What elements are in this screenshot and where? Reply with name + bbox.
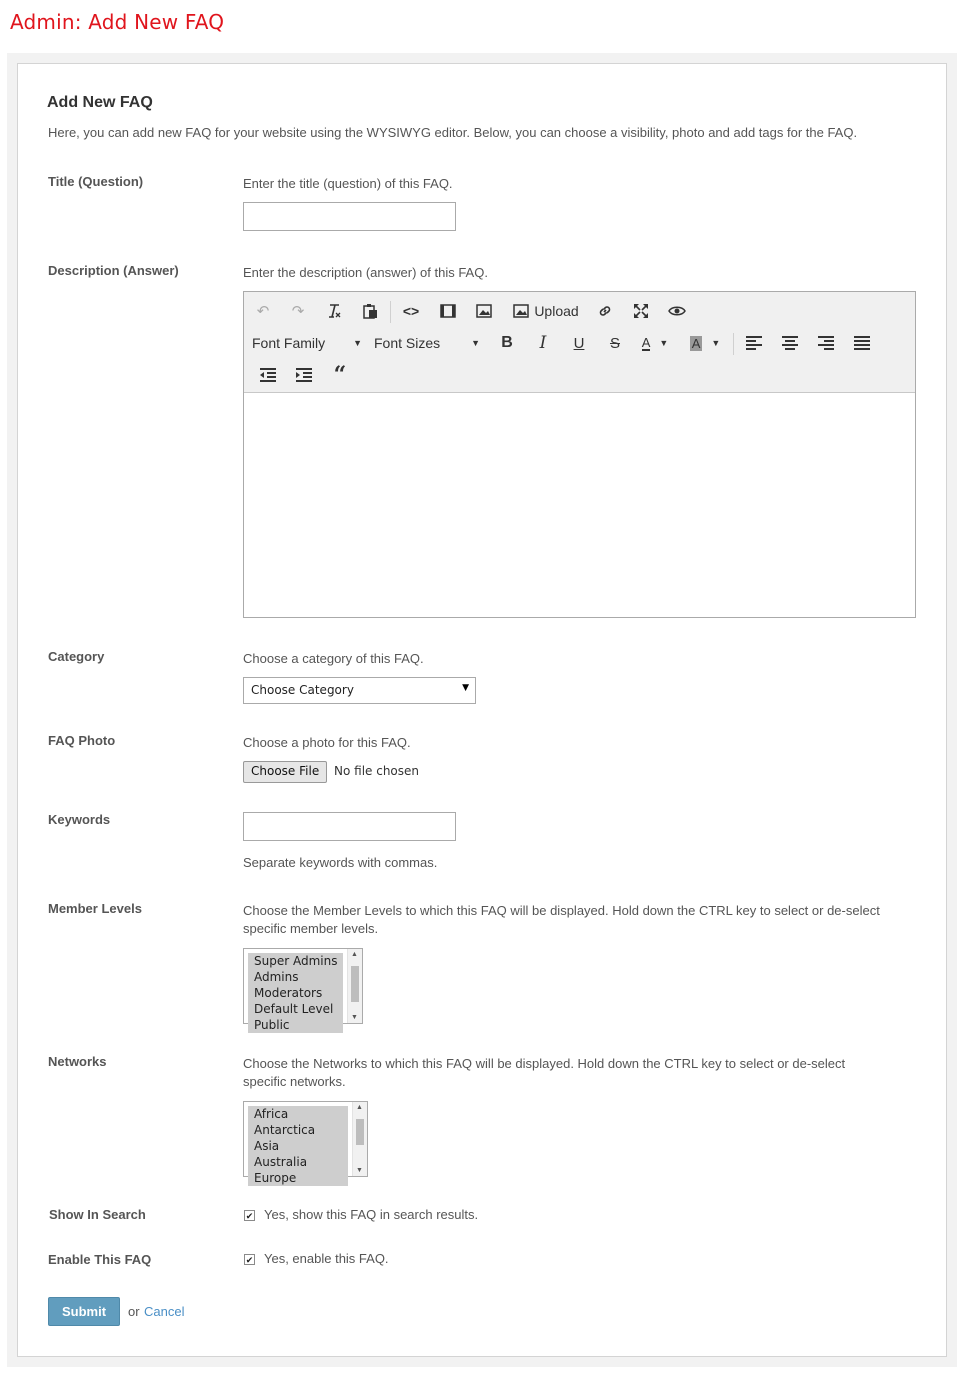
align-right-icon[interactable] <box>812 327 840 359</box>
blockquote-icon[interactable]: “ <box>333 362 347 388</box>
list-item[interactable]: Default Level <box>254 1002 334 1016</box>
networks-label: Networks <box>48 1054 107 1069</box>
member-levels-select[interactable] <box>243 948 363 1032</box>
highlight-icon: A <box>691 335 701 351</box>
align-justify-icon[interactable] <box>848 327 876 359</box>
redo-icon[interactable]: ↷ <box>291 303 305 320</box>
underline-icon[interactable]: U <box>573 334 585 352</box>
title-label: Title (Question) <box>48 174 144 189</box>
list-item[interactable]: Asia <box>254 1139 280 1153</box>
fullscreen-icon[interactable] <box>627 295 655 327</box>
form-heading: Add New FAQ <box>47 94 153 111</box>
choose-file-button[interactable]: Choose File <box>243 761 327 783</box>
keywords-help: Separate keywords with commas. <box>243 855 438 870</box>
align-center-icon[interactable] <box>776 327 804 359</box>
content-wrapper <box>7 53 957 1367</box>
photo-help: Choose a photo for this FAQ. <box>243 735 411 750</box>
scroll-down-icon[interactable]: ▼ <box>356 1167 363 1174</box>
font-sizes-dropdown[interactable] <box>374 327 482 359</box>
chevron-down-icon: ▼ <box>659 338 669 348</box>
list-item[interactable]: Moderators <box>254 986 323 1000</box>
code-icon[interactable]: <> <box>402 303 420 319</box>
faq-form <box>17 63 947 1357</box>
title-help: Enter the title (question) of this FAQ. <box>243 176 453 191</box>
scroll-thumb[interactable] <box>351 966 359 1002</box>
networks-select[interactable] <box>243 1101 368 1185</box>
title-input[interactable] <box>243 202 456 231</box>
video-icon[interactable] <box>434 295 462 327</box>
strikethrough-icon[interactable]: S <box>609 334 620 352</box>
networks-help: Choose the Networks to which this FAQ will be displayed. Hold down the CTRL key to select or de-select specific networks. <box>243 1056 846 1089</box>
preview-icon[interactable] <box>663 295 691 327</box>
form-description: Here, you can add new FAQ for your website using the WYSIWYG editor. Below, you can choose a visibility, photo and add tags for the FAQ. <box>48 125 858 140</box>
list-item[interactable]: Africa <box>254 1107 289 1121</box>
cancel-link[interactable]: Cancel <box>144 1304 185 1319</box>
italic-icon[interactable]: I <box>539 333 547 353</box>
align-left-icon[interactable] <box>740 327 768 359</box>
font-family-label: Font Family <box>252 335 326 351</box>
chevron-down-icon: ▼ <box>353 338 362 348</box>
font-family-dropdown[interactable] <box>252 327 364 359</box>
show-in-search-text: Yes, show this FAQ in search results. <box>264 1207 479 1222</box>
editor-content-area[interactable] <box>244 393 915 617</box>
list-item[interactable]: Antarctica <box>254 1123 316 1137</box>
outdent-icon[interactable] <box>254 359 282 391</box>
text-color-icon: A <box>641 334 651 350</box>
category-selected-value: Choose Category <box>251 683 354 697</box>
list-item[interactable]: Europe <box>254 1171 297 1185</box>
enable-faq-text: Yes, enable this FAQ. <box>264 1251 389 1266</box>
category-select[interactable] <box>243 677 476 704</box>
upload-label: Upload <box>534 303 579 319</box>
text-color-button[interactable] <box>635 327 675 359</box>
upload-button[interactable] <box>510 295 582 327</box>
member-levels-help: Choose the Member Levels to which this FAQ will be displayed. Hold down the CTRL key to select or de-select specific member levels. <box>243 903 880 936</box>
keywords-input[interactable] <box>243 812 456 841</box>
clear-format-icon[interactable] <box>320 295 348 327</box>
enable-faq-label: Enable This FAQ <box>48 1252 152 1267</box>
show-in-search-label: Show In Search <box>49 1207 146 1222</box>
list-item[interactable]: Australia <box>254 1155 308 1169</box>
scrollbar[interactable] <box>352 1102 367 1176</box>
link-icon[interactable] <box>591 295 619 327</box>
wysiwyg-editor <box>243 291 916 618</box>
bold-icon[interactable]: B <box>501 334 513 351</box>
chevron-down-icon: ▼ <box>711 338 721 348</box>
font-sizes-label: Font Sizes <box>374 335 441 351</box>
description-help: Enter the description (answer) of this FAQ. <box>243 265 488 280</box>
scroll-thumb[interactable] <box>356 1119 364 1145</box>
list-item[interactable]: Admins <box>254 970 299 984</box>
enable-faq-checkbox[interactable]: ✔ <box>245 1255 254 1265</box>
description-label: Description (Answer) <box>48 263 179 278</box>
scrollbar[interactable] <box>347 949 362 1023</box>
chevron-down-icon: ▼ <box>471 338 480 348</box>
image-icon[interactable] <box>470 295 498 327</box>
indent-icon[interactable] <box>290 359 318 391</box>
chevron-down-icon: ▼ <box>462 683 469 693</box>
or-text: or <box>128 1304 140 1319</box>
file-status: No file chosen <box>334 764 420 778</box>
list-item[interactable]: Super Admins <box>254 954 338 968</box>
member-levels-label: Member Levels <box>48 901 142 916</box>
highlight-color-button[interactable] <box>684 327 726 359</box>
scroll-up-icon[interactable]: ▲ <box>356 1104 363 1111</box>
category-label: Category <box>48 649 105 664</box>
category-help: Choose a category of this FAQ. <box>243 651 424 666</box>
photo-label: FAQ Photo <box>48 733 116 748</box>
submit-button[interactable]: Submit <box>48 1297 120 1326</box>
scroll-up-icon[interactable]: ▲ <box>351 951 358 958</box>
show-in-search-checkbox[interactable]: ✔ <box>245 1211 254 1221</box>
editor-toolbar <box>244 292 915 393</box>
list-item[interactable]: Public <box>254 1018 290 1032</box>
keywords-label: Keywords <box>48 812 111 827</box>
paste-icon[interactable] <box>356 295 384 327</box>
scroll-down-icon[interactable]: ▼ <box>351 1014 358 1021</box>
page-title: Admin: Add New FAQ <box>10 10 225 34</box>
undo-icon[interactable]: ↶ <box>256 303 270 320</box>
